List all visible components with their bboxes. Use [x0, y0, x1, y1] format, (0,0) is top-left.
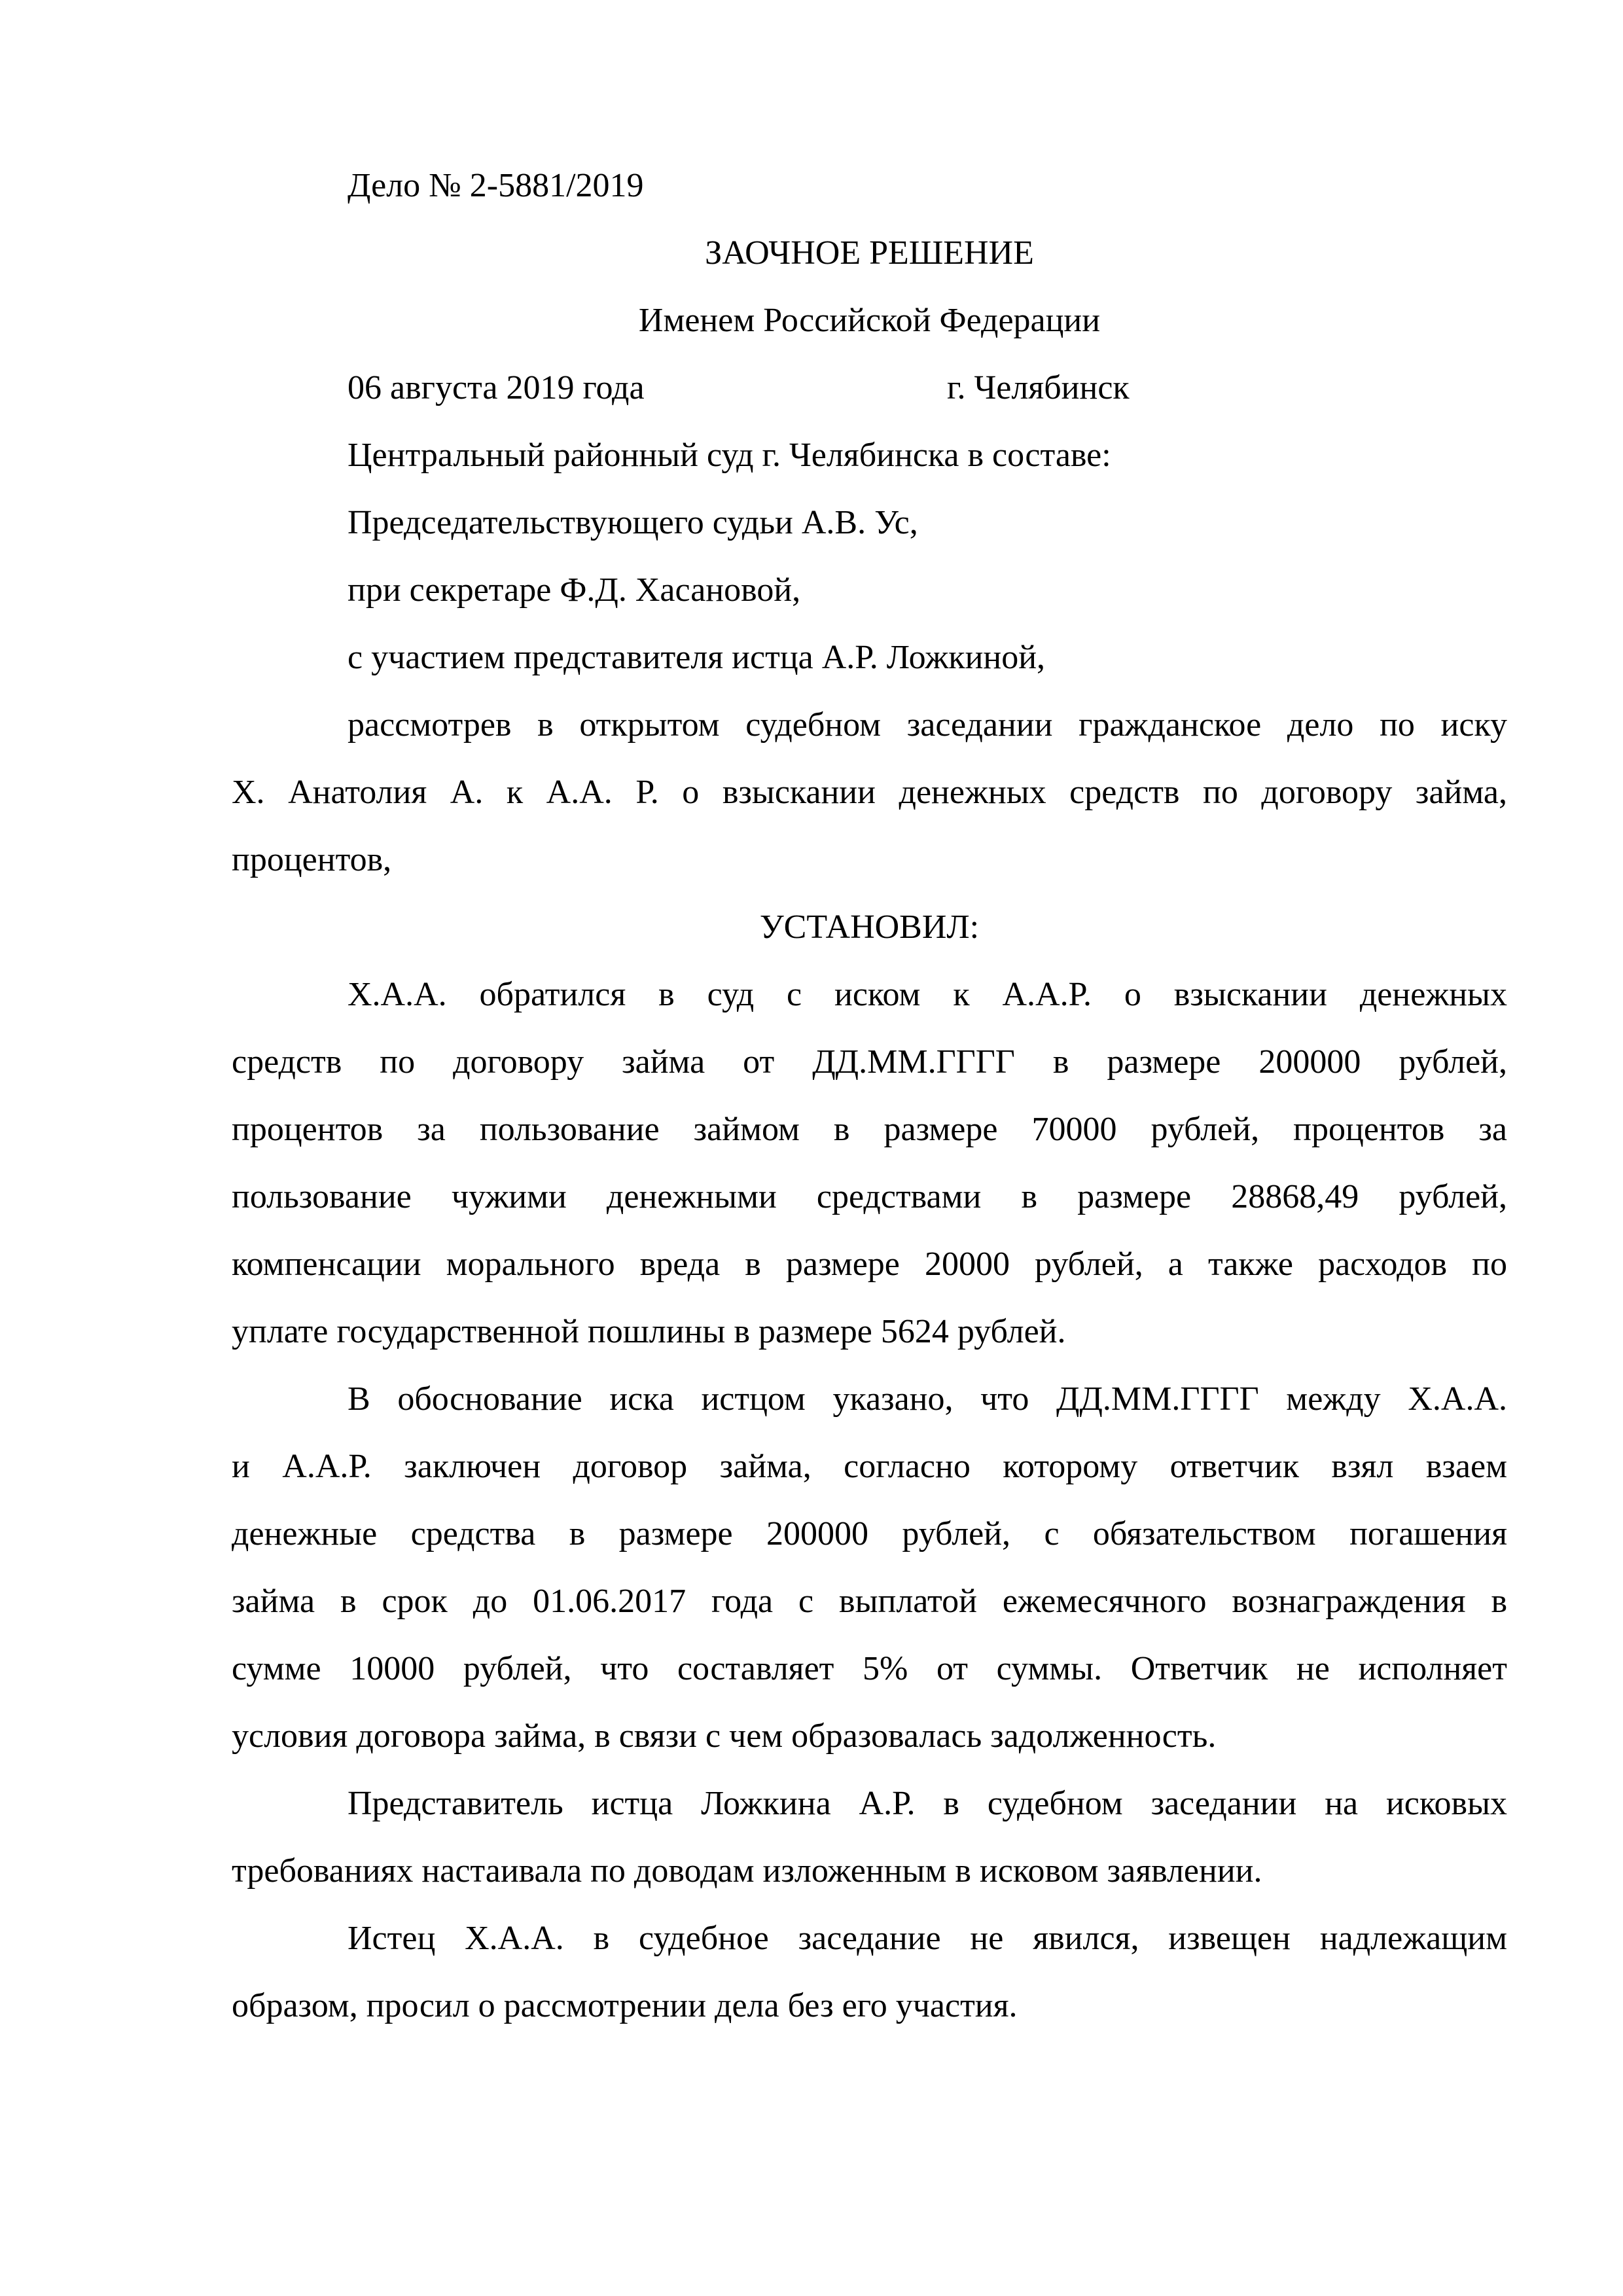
- body-paragraph-3-line: требованиях настаивала по доводам изложенным в исковом заявлении.: [232, 1852, 1262, 1890]
- body-paragraph-2-line: В обоснование иска истцом указано, что ДД.ММ.ГГГГ между Х.А.А.: [348, 1380, 1507, 1418]
- court-composition-line: Центральный районный суд г. Челябинска в составе:: [348, 437, 1111, 474]
- body-paragraph-2-line: условия договора займа, в связи с чем образовалась задолженность.: [232, 1717, 1217, 1755]
- body-paragraph-4-line: образом, просил о рассмотрении дела без его участия.: [232, 1987, 1018, 2024]
- body-paragraph-1-line: процентов за пользование займом в размере 70000 рублей, процентов за: [232, 1111, 1507, 1148]
- in-the-name-line: Именем Российской Федерации: [638, 302, 1101, 339]
- hearing-city: г. Челябинск: [947, 369, 1130, 406]
- body-paragraph-1-line: уплате государственной пошлины в размере 5624 рублей.: [232, 1313, 1066, 1350]
- date-line: [232, 354, 1507, 422]
- preamble-line: процентов,: [232, 841, 392, 878]
- preamble-line: Х. Анатолия А. к А.А. Р. о взыскании денежных средств по договору займа,: [232, 774, 1507, 811]
- judge-line: Председательствующего судьи А.В. Ус,: [348, 504, 918, 541]
- document-title: ЗАОЧНОЕ РЕШЕНИЕ: [705, 234, 1034, 272]
- representative-line: с участием представителя истца А.Р. Ложкиной,: [348, 639, 1046, 676]
- hearing-date: 06 августа 2019 года: [348, 369, 645, 406]
- body-paragraph-1-line: компенсации морального вреда в размере 20000 рублей, а также расходов по: [232, 1246, 1507, 1283]
- body-paragraph-1-line: Х.А.А. обратился в суд с иском к А.А.Р. о взыскании денежных: [348, 976, 1507, 1013]
- established-heading: УСТАНОВИЛ:: [759, 908, 980, 946]
- secretary-line: при секретаре Ф.Д. Хасановой,: [348, 571, 801, 609]
- body-paragraph-2-line: займа в срок до 01.06.2017 года с выплатой ежемесячного вознаграждения в: [232, 1583, 1507, 1620]
- body-paragraph-3-line: Представитель истца Ложкина А.Р. в судебном заседании на исковых: [348, 1785, 1507, 1822]
- preamble-line: рассмотрев в открытом судебном заседании гражданское дело по иску: [348, 706, 1507, 744]
- body-paragraph-2-line: сумме 10000 рублей, что составляет 5% от суммы. Ответчик не исполняет: [232, 1650, 1507, 1687]
- body-paragraph-1-line: пользование чужими денежными средствами в размере 28868,49 рублей,: [232, 1178, 1507, 1215]
- body-paragraph-4-line: Истец Х.А.А. в судебное заседание не явился, извещен надлежащим: [348, 1920, 1507, 1957]
- body-paragraph-2-line: денежные средства в размере 200000 рублей, с обязательством погашения: [232, 1515, 1507, 1552]
- body-paragraph-1-line: средств по договору займа от ДД.ММ.ГГГГ в размере 200000 рублей,: [232, 1043, 1507, 1081]
- case-number-line: Дело № 2-5881/2019: [348, 167, 644, 204]
- body-paragraph-2-line: и А.А.Р. заключен договор займа, согласно которому ответчик взял взаем: [232, 1448, 1507, 1485]
